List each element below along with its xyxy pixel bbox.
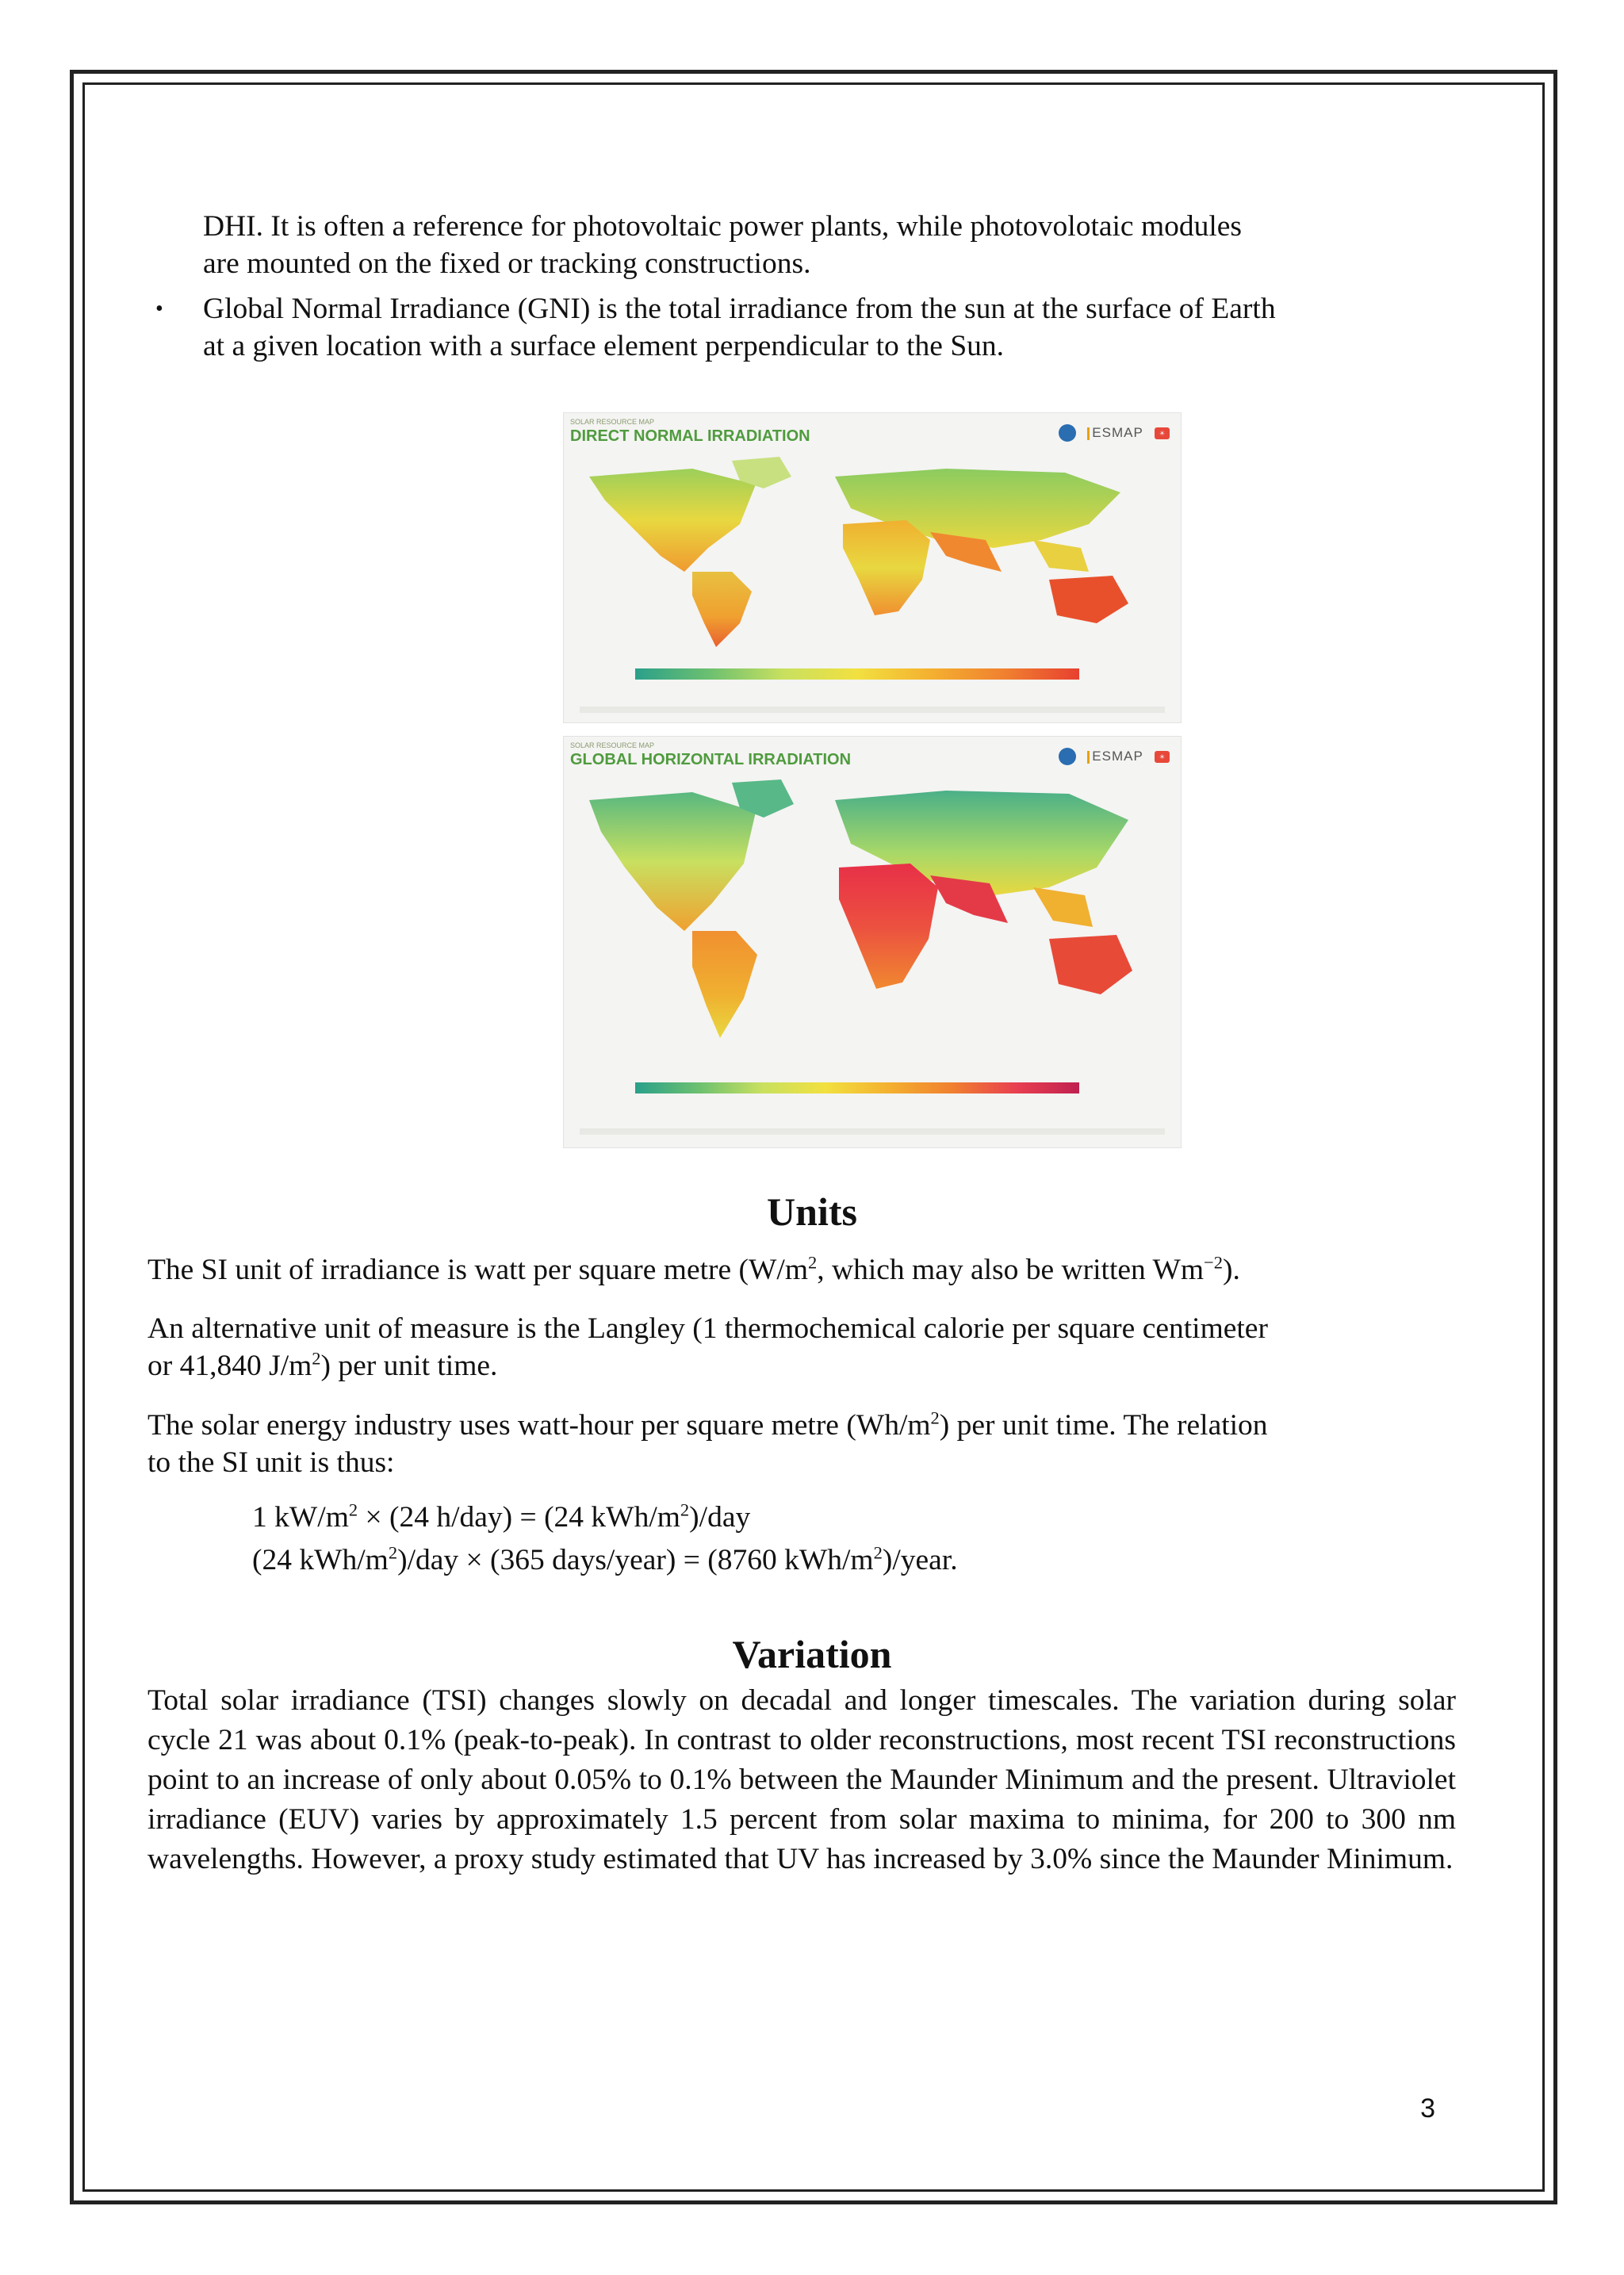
world-bank-globe-icon	[1059, 424, 1076, 442]
gni-line-1: Global Normal Irradiance (GNI) is the total irradiance from the sun at the surface of Earth	[203, 293, 1276, 325]
page-number: 3	[1420, 2093, 1435, 2124]
dni-map-title: DIRECT NORMAL IRRADIATION	[570, 427, 810, 445]
ghi-map-title: GLOBAL HORIZONTAL IRRADIATION	[570, 751, 852, 768]
gni-line-2: at a given location with a surface element perpendicular to the Sun.	[203, 330, 1005, 362]
bullet-icon: •	[155, 297, 163, 321]
units-paragraph-1: The SI unit of irradiance is watt per square metre ($W/m^2$, which may also be written $Wm^{-2}$).	[147, 1252, 1240, 1286]
ghi-world-map	[573, 776, 1173, 1046]
dni-map-footer	[580, 707, 1165, 713]
units-paragraph-3: The solar energy industry uses watt-hour per square metre $(Wh/m^2)$ per unit time. The relation to the SI unit is thus:	[147, 1408, 1268, 1479]
ghi-map-subtitle: SOLAR RESOURCE MAP	[570, 741, 655, 749]
units-heading: Units	[767, 1189, 857, 1234]
esmap-logo: ESMAP	[1087, 749, 1143, 764]
solargis-logo-icon: ☀	[1155, 427, 1170, 439]
esmap-logo: ESMAP	[1087, 425, 1143, 441]
ghi-legend-colorbar	[635, 1082, 1079, 1093]
gni-bullet-item	[203, 290, 1456, 365]
variation-heading: Variation	[732, 1632, 892, 1676]
dni-legend-colorbar	[635, 668, 1079, 680]
equation-2: (24 kWh/$m^2$)/day × (365 days/year) = (8760 kWh/$m^2$)/year.	[252, 1542, 958, 1576]
ghi-map-footer	[580, 1128, 1165, 1135]
units-paragraph-2: An alternative unit of measure is the Langley (1 thermochemical calorie per square centimeter or 41,840 $J/m^2$) per unit time.	[147, 1312, 1268, 1382]
world-bank-globe-icon	[1059, 748, 1076, 765]
dni-map-subtitle: SOLAR RESOURCE MAP	[570, 418, 655, 426]
dni-map-figure	[563, 412, 1182, 723]
intro-line-2: are mounted on the fixed or tracking constructions.	[203, 247, 811, 280]
solargis-logo-icon: ☀	[1155, 751, 1170, 763]
dni-world-map	[573, 453, 1173, 651]
dni-map-logos	[1059, 424, 1170, 442]
variation-paragraph: Total solar irradiance (TSI) changes slowly on decadal and longer timescales. The variation during solar cycle 21 was about 0.1% (peak-to-peak). In contrast to older reconstructions, most recent TSI reconstructions point to an increase of only about 0.05% to 0.1% between the Maunder Minimum and the present. Ultraviolet irradiance (EUV) varies by approximately 1.5 percent from solar maxima to minima, for 200 to 300 nm wavelengths. However, a proxy study estimated that UV has increased by 3.0% since the Maunder Minimum.	[147, 1684, 1456, 1875]
equation-1: 1 $kW/m^2 \times (24$ h/day) = (24 kWh/$m^2$)/day	[252, 1499, 751, 1534]
ghi-map-logos	[1059, 748, 1170, 765]
intro-paragraph	[203, 208, 1456, 282]
ghi-map-figure	[563, 736, 1182, 1148]
intro-line-1: DHI. It is often a reference for photovoltaic power plants, while photovolotaic modules	[203, 210, 1243, 243]
